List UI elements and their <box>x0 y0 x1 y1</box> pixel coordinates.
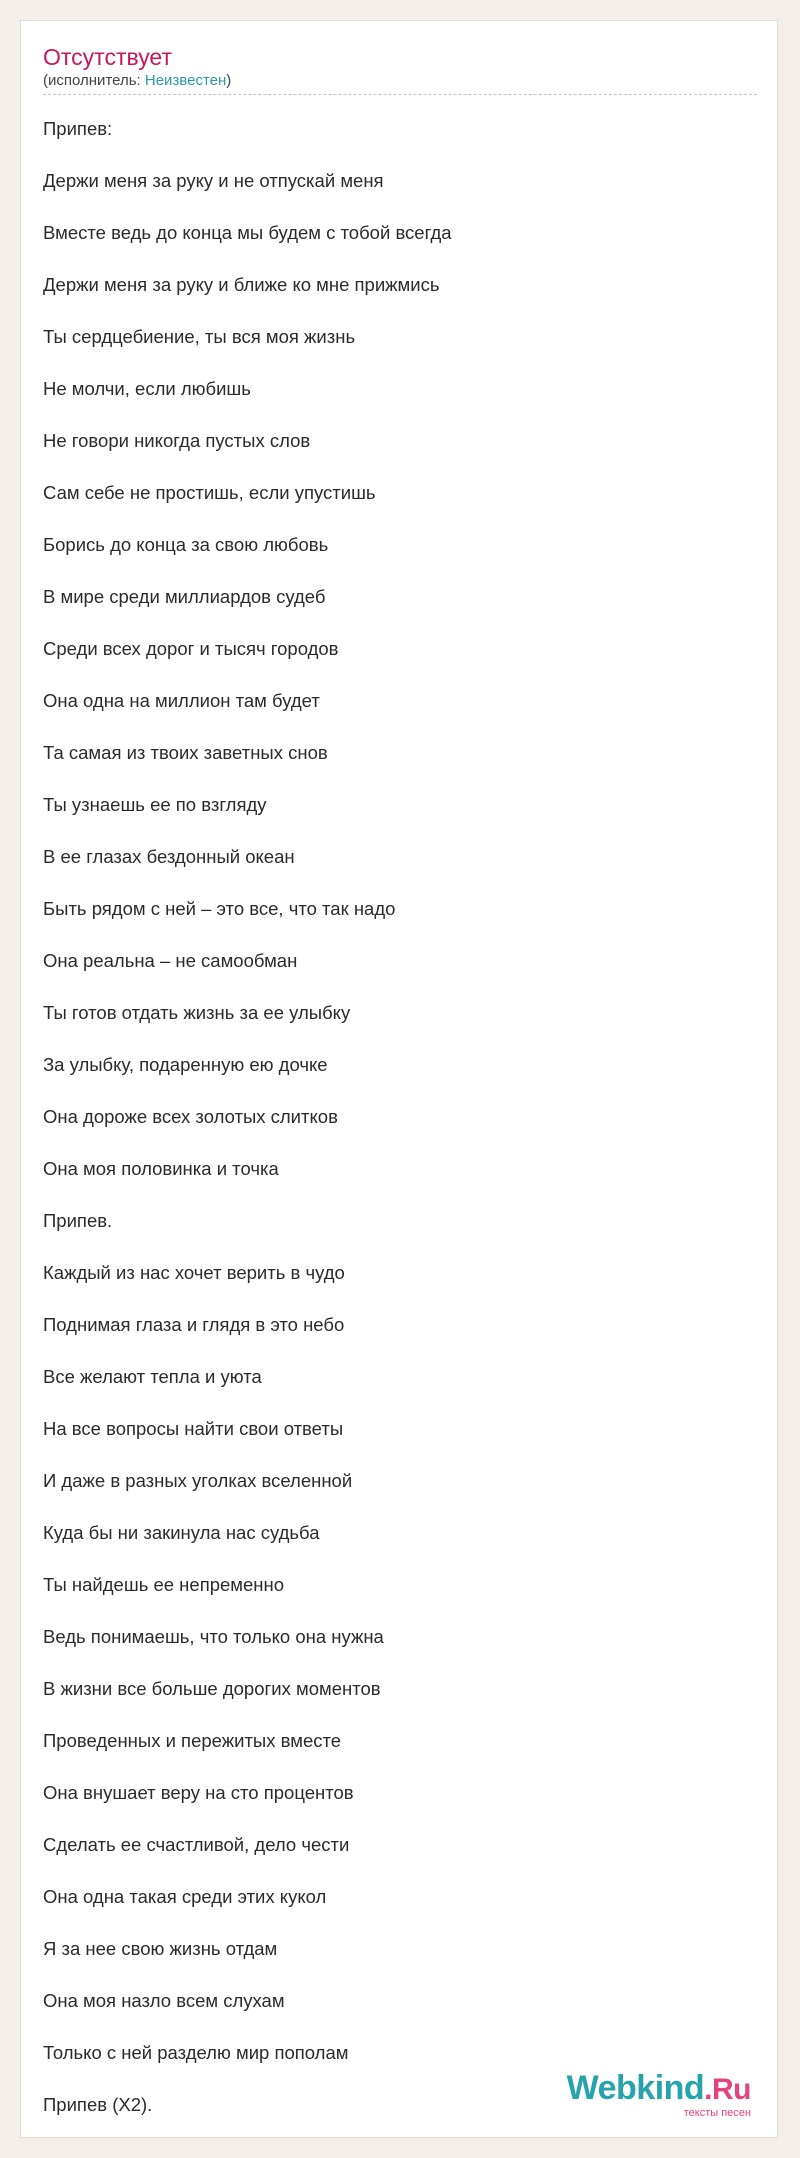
lyric-line: Я за нее свою жизнь отдам <box>43 1938 278 1959</box>
lyric-line: Держи меня за руку и не отпускай меня <box>43 170 384 191</box>
lyric-line: Среди всех дорог и тысяч городов <box>43 638 339 659</box>
lyric-line: Она дороже всех золотых слитков <box>43 1106 338 1127</box>
lyric-line: В ее глазах бездонный океан <box>43 846 295 867</box>
performer-line <box>43 72 231 90</box>
logo-wordmark <box>567 2071 751 2107</box>
lyric-line: Ты сердцебиение, ты вся моя жизнь <box>43 326 356 347</box>
lyric-line: И даже в разных уголках вселенной <box>43 1470 353 1491</box>
lyric-line: Сделать ее счастливой, дело чести <box>43 1834 350 1855</box>
performer-suffix: ) <box>226 72 232 89</box>
lyric-line: Только с ней разделю мир пополам <box>43 2042 349 2063</box>
lyric-line: Ты узнаешь ее по взгляду <box>43 794 267 815</box>
lyric-line: Она одна такая среди этих кукол <box>43 1886 327 1907</box>
lyric-line: Куда бы ни закинула нас судьба <box>43 1522 320 1543</box>
lyric-line: За улыбку, подаренную ею дочке <box>43 1054 328 1075</box>
lyric-line: Не молчи, если любишь <box>43 378 251 399</box>
lyric-line: Припев (X2). <box>43 2094 153 2115</box>
lyrics-list <box>43 103 452 2131</box>
lyric-line: Та самая из твоих заветных снов <box>43 742 328 763</box>
lyric-line: В жизни все больше дорогих моментов <box>43 1678 381 1699</box>
lyric-line: Вместе ведь до конца мы будем с тобой всегда <box>43 222 452 243</box>
lyrics-card <box>20 20 778 2138</box>
lyric-line: В мире среди миллиардов судеб <box>43 586 326 607</box>
lyric-line: Каждый из нас хочет верить в чудо <box>43 1262 345 1283</box>
lyric-line: Быть рядом с ней – это все, что так надо <box>43 898 396 919</box>
lyric-line: Ты найдешь ее непременно <box>43 1574 285 1595</box>
lyric-line: Ведь понимаешь, что только она нужна <box>43 1626 384 1647</box>
logo-name: Webkind <box>566 2069 705 2107</box>
site-logo[interactable] <box>567 2071 751 2119</box>
lyric-line: Она реальна – не самообман <box>43 950 298 971</box>
lyric-line: Она внушает веру на сто процентов <box>43 1782 354 1803</box>
lyric-line: Все желают тепла и уюта <box>43 1366 262 1387</box>
lyric-line: Она моя половинка и точка <box>43 1158 279 1179</box>
lyric-line: На все вопросы найти свои ответы <box>43 1418 344 1439</box>
lyric-line: Сам себе не простишь, если упустишь <box>43 482 376 503</box>
lyric-line: Не говори никогда пустых слов <box>43 430 311 451</box>
performer-prefix: (исполнитель: <box>43 72 145 89</box>
logo-domain: .Ru <box>704 2073 751 2106</box>
logo-tagline: тексты песен <box>683 2107 751 2119</box>
lyric-line: Припев. <box>43 1210 113 1231</box>
performer-link[interactable]: Неизвестен <box>144 72 227 89</box>
lyric-line: Борись до конца за свою любовь <box>43 534 329 555</box>
lyric-line: Припев: <box>43 118 113 139</box>
lyric-line: Держи меня за руку и ближе ко мне прижмись <box>43 274 440 295</box>
song-title: Отсутствует <box>43 44 172 70</box>
lyric-line: Ты готов отдать жизнь за ее улыбку <box>43 1002 351 1023</box>
header-divider <box>43 94 757 95</box>
lyric-line: Проведенных и пережитых вместе <box>43 1730 342 1751</box>
lyric-line: Она моя назло всем слухам <box>43 1990 285 2011</box>
lyric-line: Поднимая глаза и глядя в это небо <box>43 1314 345 1335</box>
lyric-line: Она одна на миллион там будет <box>43 690 320 711</box>
